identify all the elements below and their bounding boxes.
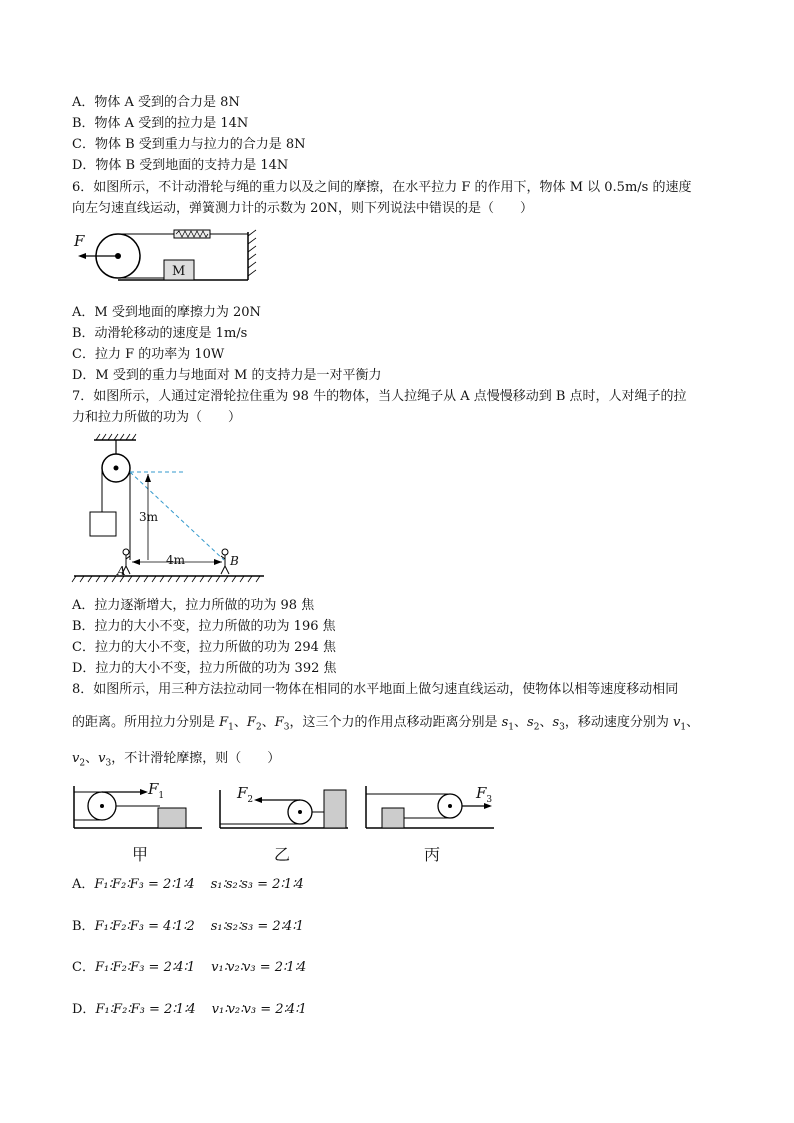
q7-stem-line1: 7．如图所示，人通过定滑轮拉住重为 98 牛的物体，当人拉绳子从 A 点慢慢移动到 B 点时，人对绳子的拉	[72, 389, 687, 404]
arrow-left-icon	[78, 253, 86, 259]
q6-force-label: F	[74, 232, 85, 250]
q7-height-label: 3m	[139, 510, 159, 524]
q8-fig-label-yi: 乙	[274, 845, 291, 864]
q6-option-a: A．M 受到地面的摩擦力为 20N	[72, 305, 261, 320]
q7-option-a: A．拉力逐渐增大，拉力所做的功为 98 焦	[72, 598, 315, 613]
q5-option-d: D．物体 B 受到地面的支持力是 14N	[72, 158, 289, 173]
q7-option-c: C．拉力的大小不变，拉力所做的功为 294 焦	[72, 640, 337, 655]
q8-f3-label: $F_3$	[476, 784, 493, 805]
q6-stem-line2: 向左匀速直线运动，弹簧测力计的示数为 20N，则下列说法中错误的是（ ）	[72, 201, 534, 216]
q7-point-a: A	[117, 564, 126, 578]
q8-option-b: B．F₁∶F₂∶F₃ = 4∶1∶2 s₁∶s₂∶s₃ = 2∶4∶1	[72, 919, 304, 934]
q8-figure-jia	[70, 782, 210, 834]
person-b-icon	[221, 549, 229, 574]
arrow-right-icon	[140, 789, 148, 795]
q7-option-d: D．拉力的大小不变，拉力所做的功为 392 焦	[72, 661, 337, 676]
q7-width-label: 4m	[166, 553, 186, 567]
q6-stem-line1: 6．如图所示，不计动滑轮与绳的重力以及之间的摩擦，在水平拉力 F 的作用下，物体 M 以 0.5m/s 的速度	[72, 180, 692, 195]
q6-option-b: B．动滑轮移动的速度是 1m/s	[72, 326, 248, 341]
q6-figure	[70, 226, 260, 288]
q5-option-a: A．物体 A 受到的合力是 8N	[72, 95, 240, 110]
q6-option-c: C．拉力 F 的功率为 10W	[72, 347, 225, 362]
q7-point-b: B	[230, 554, 239, 568]
q8-stem-line3: $v_2$、$v_3$，不计滑轮摩擦，则（ ）	[72, 751, 281, 769]
arrow-left-icon	[254, 797, 262, 803]
q8-option-a: A．F₁∶F₂∶F₃ = 2∶1∶4 s₁∶s₂∶s₃ = 2∶1∶4	[72, 877, 304, 892]
q5-option-b: B．物体 A 受到的拉力是 14N	[72, 116, 249, 131]
q6-option-d: D．M 受到的重力与地面对 M 的支持力是一对平衡力	[72, 368, 382, 383]
q7-option-b: B．拉力的大小不变，拉力所做的功为 196 焦	[72, 619, 336, 634]
q8-f1-label: $F_1$	[148, 780, 165, 801]
q8-stem-line1: 8．如图所示，用三种方法拉动同一物体在相同的水平地面上做匀速直线运动，使物体以相等速度移动相同	[72, 682, 679, 697]
weight-block	[90, 512, 116, 536]
q5-option-c: C．物体 B 受到重力与拉力的合力是 8N	[72, 137, 306, 152]
q8-option-c: C．F₁∶F₂∶F₃ = 2∶4∶1 v₁∶v₂∶v₃ = 2∶1∶4	[72, 960, 307, 975]
q8-f2-label: $F_2$	[237, 784, 254, 805]
q8-fig-label-bing: 丙	[424, 845, 441, 864]
q7-stem-line2: 力和拉力所做的功为（ ）	[72, 410, 242, 425]
q6-block-label: M	[172, 264, 186, 279]
q8-option-d: D．F₁∶F₂∶F₃ = 2∶1∶4 v₁∶v₂∶v₃ = 2∶4∶1	[72, 1002, 307, 1017]
q8-fig-label-jia: 甲	[132, 845, 149, 864]
q8-stem-line2: 的距离。所用拉力分别是 $F_1$、$F_2$、$F_3$，这三个力的作用点移动距离分别是 $s_1$、$s_2$、$s_3$，移动速度分别为 $v_1$、	[72, 715, 700, 733]
